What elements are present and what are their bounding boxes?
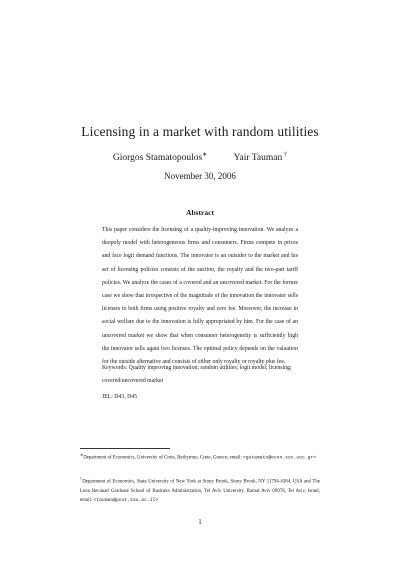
abstract-body: This paper considers the licensing of a quality-improving innovation. We analyze a duopoly model with heterogeneous firms and consumers. Firms compete in prices and face logit demand functions. The innovator is an outsider to the market and his set of licensing policies consists of the auction, the royalty and the two-part tariff policies. We analyze the cases of a covered and an uncovered market. For the former case we show that irrespective of the magnitude of the innovation the innovator sells licenses to both firms using positive royalty and zero fee. Moreover, the increase in social welfare due to the innovation is fully appropriated by him. For the case of an uncovered market we show that when consumer heterogeneity is sufficiently high the innovator sells again two licenses. The optimal policy depends on the valuation for the outside alternative and consists of either only royalty or royalty plus fee. bbox=[102, 227, 298, 366]
footnote-2 bbox=[80, 475, 320, 505]
author-line bbox=[0, 151, 400, 163]
footnote-email: <gstamato@econ.soc.uoc.gr> bbox=[242, 455, 317, 461]
footnote-rule bbox=[80, 448, 170, 449]
footnote-email: <tauman@post.tau.ac.il> bbox=[93, 497, 159, 503]
keywords: Keywords: Quality improving innovation; random utilities; logit model; licensing; covered/uncovered market bbox=[102, 365, 292, 384]
author-name: Giorgos Stamatopoulos bbox=[112, 153, 203, 163]
footnote-mark: † bbox=[80, 477, 83, 481]
footnote-mark: ∗ bbox=[80, 453, 84, 457]
author-name: Yair Tauman bbox=[233, 153, 283, 163]
abstract-heading: Abstract bbox=[186, 208, 214, 217]
footnote-1 bbox=[80, 451, 320, 463]
author-footnote-mark: ∗ bbox=[202, 152, 208, 158]
footnote-text: Department of Economics, State University of New York at Stony Brook, Stony Brook, NY 11794-4384, USA and The Leon Recanati Graduate School of Business Administration, Tel Aviv University, Ramat Aviv 69978, Tel Aviv, Israel; email: bbox=[80, 479, 320, 503]
paper-title: Licensing in a market with random utilities bbox=[81, 124, 319, 139]
author-footnote-mark: † bbox=[284, 152, 288, 158]
paper-date: November 30, 2006 bbox=[164, 171, 236, 181]
jel-codes: JEL: D43, D45 bbox=[102, 394, 137, 400]
footnote-text: Department of Economics, University of Crete, Rethymno, Crete, Greece; email: bbox=[83, 455, 242, 461]
page-number: 1 bbox=[198, 518, 202, 526]
